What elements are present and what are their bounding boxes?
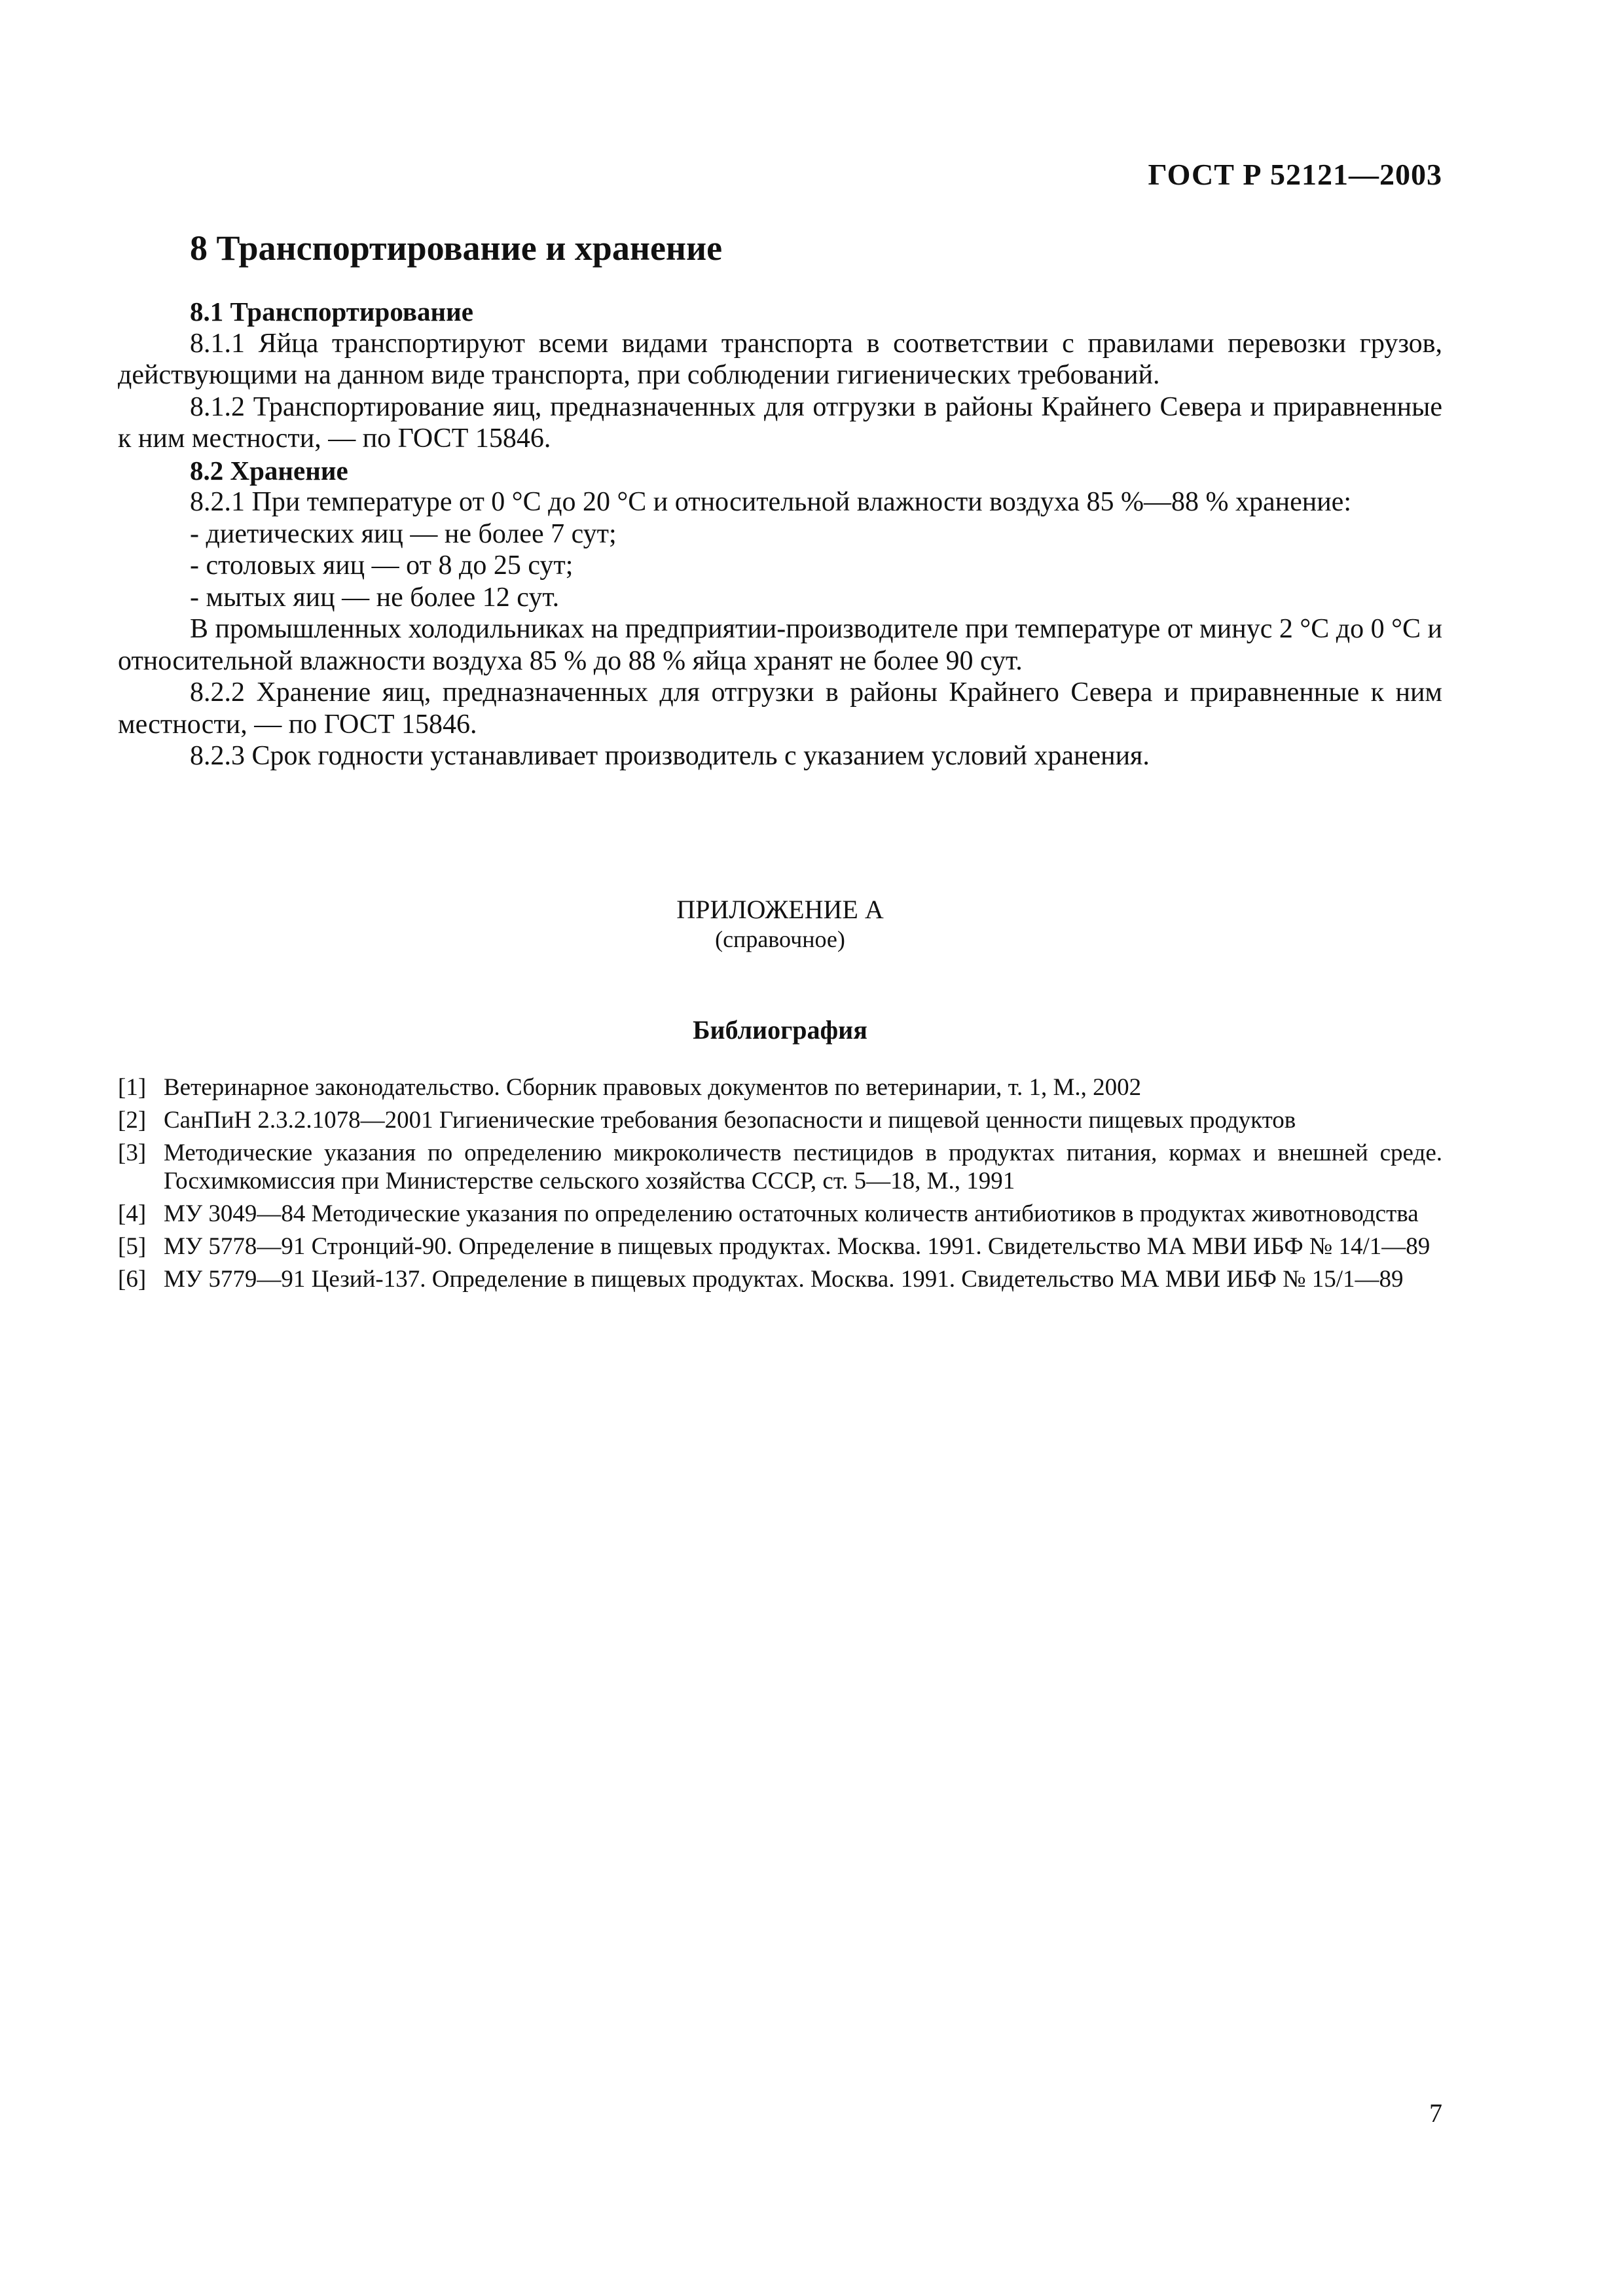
bibliography-entry <box>118 1232 1442 1261</box>
bibliography-entry <box>118 1139 1442 1195</box>
list-item: - мытых яиц — не более 12 сут. <box>190 582 560 613</box>
document-id-header: ГОСТ Р 52121—2003 <box>1148 158 1442 191</box>
reference-text: СанПиН 2.3.2.1078—2001 Гигиенические требования безопасности и пищевой ценности пищевых продуктов <box>164 1107 1296 1134</box>
section-body <box>118 296 1442 772</box>
paragraph-industrial-storage: В промышленных холодильниках на предприятии-производителе при температуре от минус 2 °С до 0 °С и относительной влажности воздуха 85 % до 88 % яйца хранят не более 90 сут. <box>118 614 1442 676</box>
bibliography-entry <box>118 1265 1442 1293</box>
reference-number: [4] <box>118 1200 147 1227</box>
reference-number: [3] <box>118 1139 147 1166</box>
reference-text: Ветеринарное законодательство. Сборник правовых документов по ветеринарии, т. 1, М., 2002 <box>164 1074 1142 1101</box>
bibliography-entry <box>118 1106 1442 1134</box>
reference-number: [6] <box>118 1266 147 1293</box>
paragraph-8-1-2: 8.1.2 Транспортирование яиц, предназначенных для отгрузки в районы Крайнего Севера и приравненные к ним местности, — по ГОСТ 15846. <box>118 391 1442 454</box>
reference-number: [1] <box>118 1074 147 1101</box>
annex-title: ПРИЛОЖЕНИЕ А <box>676 895 884 924</box>
reference-number: [2] <box>118 1107 147 1134</box>
paragraph-8-2-1: 8.2.1 При температуре от 0 °С до 20 °С и относительной влажности воздуха 85 %—88 % хранение: <box>190 487 1351 517</box>
paragraph-8-1-1: 8.1.1 Яйца транспортируют всеми видами транспорта в соответствии с правилами перевозки грузов, действующими на данном виде транспорта, при соблюдении гигиенических требований. <box>118 328 1442 390</box>
reference-number: [5] <box>118 1233 147 1260</box>
reference-text: МУ 3049—84 Методические указания по определению остаточных количеств антибиотиков в продуктах животноводства <box>164 1200 1419 1227</box>
annex-kind: (справочное) <box>715 926 845 952</box>
reference-text: МУ 5779—91 Цезий-137. Определение в пищевых продуктах. Москва. 1991. Свидетельство МА МВИ ИБФ № 15/1—89 <box>164 1266 1404 1293</box>
list-item: - диетических яиц — не более 7 сут; <box>190 518 617 549</box>
paragraph-8-2-3: 8.2.3 Срок годности устанавливает производитель с указанием условий хранения. <box>190 741 1150 771</box>
section-title: 8 Транспортирование и хранение <box>190 228 723 268</box>
paragraph-8-2-2: 8.2.2 Хранение яиц, предназначенных для отгрузки в районы Крайнего Севера и приравненные к ним местности, — по ГОСТ 15846. <box>118 677 1442 740</box>
reference-text: МУ 5778—91 Стронций-90. Определение в пищевых продуктах. Москва. 1991. Свидетельство МА МВИ ИБФ № 14/1—89 <box>164 1233 1431 1260</box>
subsection-heading-storage: 8.2 Хранение <box>190 455 348 486</box>
bibliography-title: Библиография <box>693 1015 867 1045</box>
subsection-heading-transport: 8.1 Транспортирование <box>190 296 473 327</box>
bibliography-entry <box>118 1200 1442 1228</box>
page-number: 7 <box>1429 2098 1442 2128</box>
bibliography-list <box>118 1073 1442 1298</box>
bibliography-entry <box>118 1073 1442 1102</box>
document-page <box>118 0 1442 2296</box>
reference-text: Методические указания по определению микроколичеств пестицидов в продуктах питания, кормах и внешней среде. Госхимкомиссия при Министерстве сельского хозяйства СССР, ст. 5—18, М., 1991 <box>164 1139 1442 1194</box>
list-item: - столовых яиц — от 8 до 25 сут; <box>190 550 574 581</box>
